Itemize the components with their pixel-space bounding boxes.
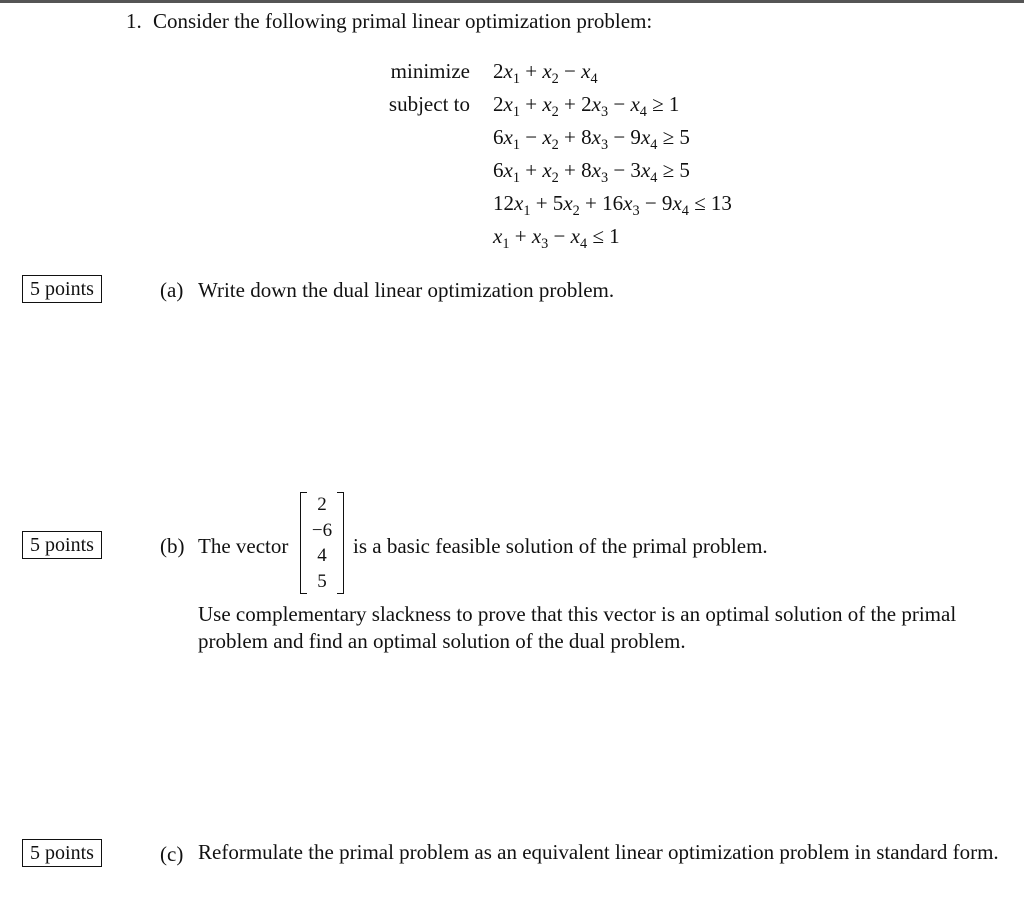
part-a-text: Write down the dual linear optimization problem.: [198, 278, 615, 302]
vector-entry: 5: [317, 570, 327, 592]
solution-vector: [300, 492, 344, 594]
constraint-3: $6x_1 + x_2 + 8x_3 - 3x_4 \ge 5$: [493, 158, 690, 186]
points-box-a: 5 points: [22, 275, 102, 303]
question-intro: Consider the following primal linear optimization problem:: [153, 9, 653, 33]
part-b-text-continued: Use complementary slackness to prove that this vector is an optimal solution of the primal problem and find an optimal solution of the dual problem.: [198, 602, 957, 653]
constraint-5: $x_1 + x_3 - x_4 \le 1$: [493, 224, 620, 252]
vector-right-bracket: [337, 492, 344, 594]
points-box-c: 5 points: [22, 839, 102, 867]
vector-entry: −6: [311, 519, 333, 541]
part-b-text-after: is a basic feasible solution of the primal problem.: [353, 534, 768, 558]
vector-entry: 4: [317, 545, 327, 567]
part-a-letter: (a): [160, 278, 184, 302]
points-box-b: 5 points: [22, 531, 102, 559]
part-c-text: Reformulate the primal problem as an equivalent linear optimization problem in standard form.: [198, 840, 999, 864]
constraints-label: subject to: [388, 92, 470, 116]
vector-entry: 2: [317, 494, 327, 516]
constraint-2: $6x_1 - x_2 + 8x_3 - 9x_4 \ge 5$: [493, 125, 690, 153]
part-b-letter: (b): [160, 534, 185, 558]
constraint-1: $2x_1 + x_2 + 2x_3 - x_4 \ge 1$: [493, 92, 680, 120]
question-number: 1.: [126, 9, 142, 33]
part-c-letter: (c): [160, 842, 184, 866]
constraint-4: $12x_1 + 5x_2 + 16x_3 - 9x_4 \le 13$: [493, 191, 732, 219]
part-b-text-before: The vector: [198, 534, 289, 558]
objective-expression: $2x_1 + x_2 - x_4$: [493, 59, 598, 87]
vector-left-bracket: [300, 492, 307, 594]
top-rule: [0, 0, 1024, 3]
objective-label: minimize: [390, 59, 470, 83]
